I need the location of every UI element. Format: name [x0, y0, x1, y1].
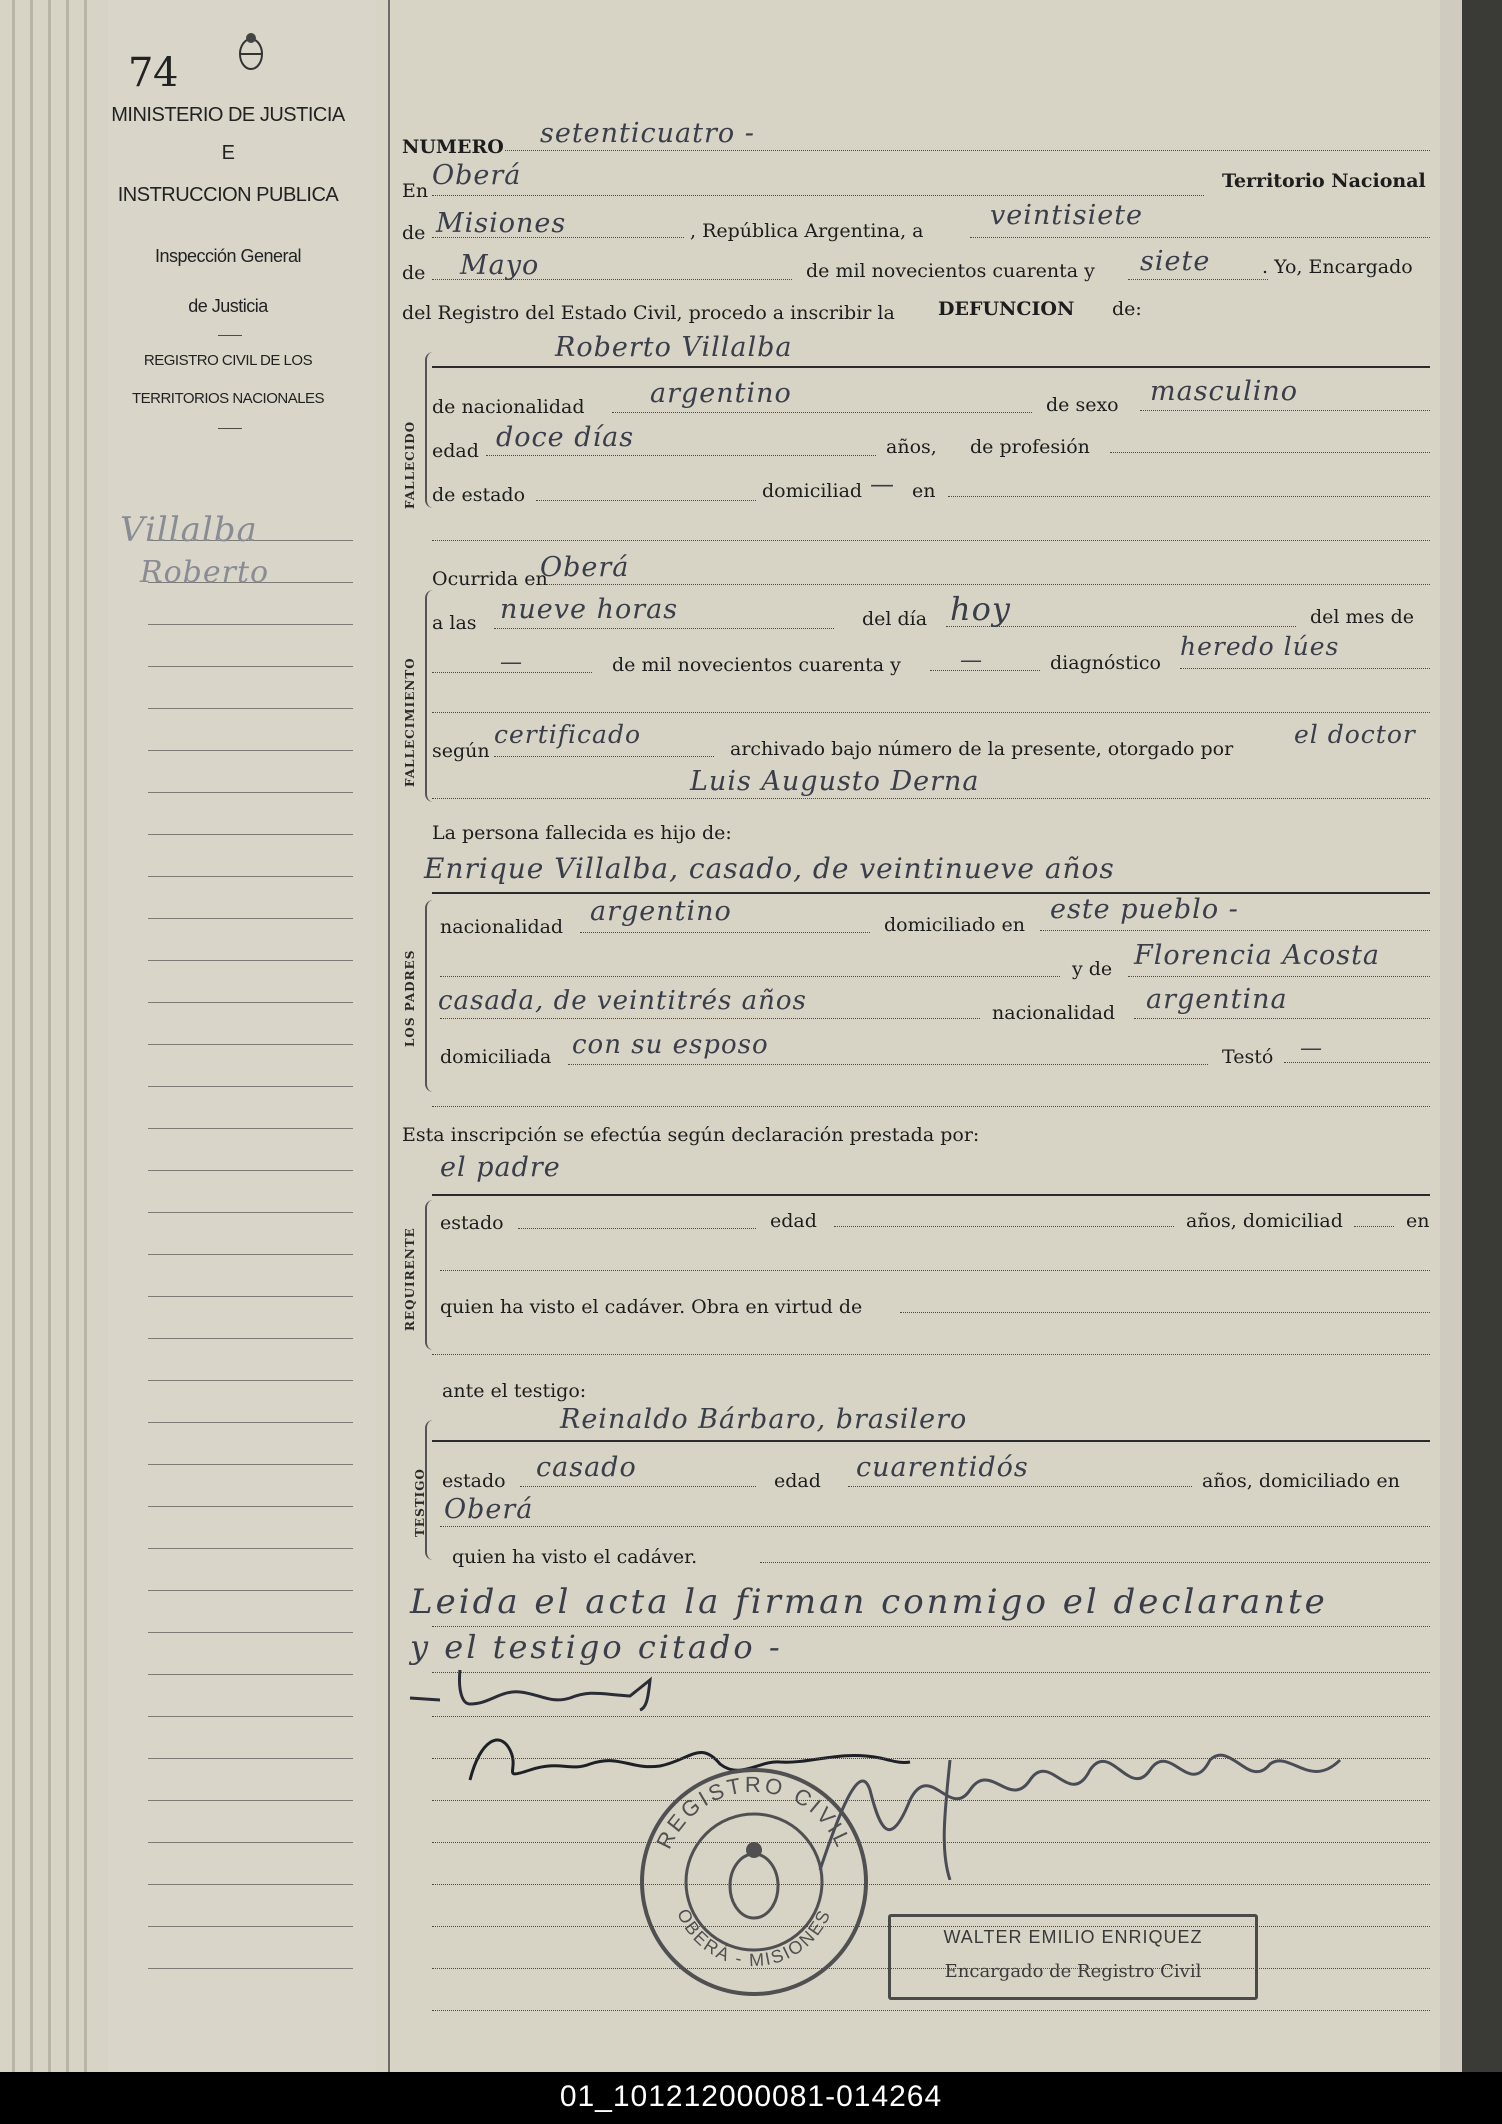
stub-rule [148, 1548, 353, 1549]
fallecido-section-label: FALLECIDO [403, 420, 417, 509]
en-value: Oberá [432, 160, 522, 191]
stub-rule [148, 960, 353, 961]
stub-rule [148, 1254, 353, 1255]
stub-rule [148, 1632, 353, 1633]
divider [218, 335, 242, 336]
edad3-value: cuarentidós [856, 1452, 1029, 1483]
ocurrida-value: Oberá [540, 552, 630, 583]
stub-surname: Villalba [120, 510, 258, 550]
segun-label: según [432, 740, 490, 762]
stub-rule [148, 1128, 353, 1129]
registry-seal [634, 1762, 874, 2002]
stub-rule [148, 666, 353, 667]
stub-rule [148, 1338, 353, 1339]
testigo-line [432, 1440, 1430, 1442]
sexo-line [1140, 410, 1430, 411]
ruled-line [432, 1926, 1430, 1927]
stub-rule [148, 1296, 353, 1297]
delmes-label: del mes de [1310, 606, 1414, 628]
page-edge [84, 0, 87, 2072]
domiciliada-label: domiciliada [440, 1046, 552, 1068]
otorgado-value: el doctor [1294, 720, 1416, 749]
testigo-label: ante el testigo: [442, 1380, 587, 1402]
testigo-value: Reinaldo Bárbaro, brasilero [560, 1404, 968, 1435]
edad3-label: edad [774, 1470, 821, 1492]
hijo-label: La persona fallecida es hijo de: [432, 822, 732, 844]
domiciliada-line [568, 1064, 1208, 1065]
domiciliada-value: con su esposo [572, 1030, 769, 1060]
diagnostico-label: diagnóstico [1050, 652, 1161, 674]
stub-rule [148, 1758, 353, 1759]
stub-rule [148, 1002, 353, 1003]
estado-label: de estado [432, 484, 526, 506]
stub-rule [148, 834, 353, 835]
stub-rule [148, 918, 353, 919]
profesion-label: de profesión [970, 436, 1090, 458]
stub-rule [148, 1044, 353, 1045]
month-value: Mayo [460, 250, 540, 281]
domiciliad-label: domiciliad [762, 480, 863, 502]
section-brace [425, 1200, 435, 1350]
testo-label: Testó [1222, 1046, 1274, 1068]
registry-title: REGISTRO CIVIL DE LOS [143, 352, 313, 369]
mes-value: — [500, 650, 523, 675]
testigo-section-label: TESTIGO [413, 1468, 427, 1537]
hora-line [494, 628, 834, 629]
registro-label: del Registro del Estado Civil, procedo a inscribir la [402, 302, 895, 324]
padre-line [432, 892, 1430, 894]
declarant-signature [400, 1660, 680, 1720]
padre-value: Enrique Villalba, casado, de veintinueve años [424, 852, 1115, 885]
nac-madre-label: nacionalidad [992, 1002, 1116, 1024]
day-value: veintisiete [990, 200, 1144, 231]
stub-rule [148, 1716, 353, 1717]
diagnostico-value: heredo lúes [1180, 632, 1340, 661]
madre-line [1128, 976, 1430, 977]
dia-value: hoy [950, 590, 1011, 628]
en-label: En [402, 180, 429, 202]
extra-line [432, 540, 1430, 541]
requirente-section-label: REQUIRENTE [403, 1227, 417, 1331]
year-value: siete [1140, 246, 1211, 277]
en3-label: en [1406, 1210, 1430, 1232]
stub-rule [148, 1968, 353, 1969]
dom-testigo-line [440, 1526, 1430, 1527]
closing-line-1: Leida el acta la firman conmigo el declarante [410, 1582, 1328, 1622]
divider [218, 428, 242, 429]
territorio-label: Territorio Nacional [1222, 170, 1426, 192]
medico-line [432, 798, 1430, 799]
stub-rule [148, 1590, 353, 1591]
inscripcion-label: Esta inscripción se efectúa según declaración prestada por: [402, 1124, 980, 1146]
defuncion-label: DEFUNCION [938, 298, 1075, 320]
segun-value: certificado [494, 720, 641, 749]
name-line [432, 366, 1430, 368]
deldia-label: del día [862, 608, 928, 630]
year-label: de mil novecientos cuarenta y [806, 260, 1095, 282]
edad2-label: edad [770, 1210, 817, 1232]
stub-given-name: Roberto [140, 555, 270, 590]
stub-rule [148, 750, 353, 751]
ministry-conjunction: E [221, 142, 235, 164]
stub-rule [148, 1884, 353, 1885]
edad-value: doce días [496, 422, 635, 453]
nacionalidad-label: de nacionalidad [432, 396, 585, 418]
sexo-label: de sexo [1046, 394, 1119, 416]
seal-top-text: REGISTRO CIVIL [651, 1771, 857, 1853]
ruled-line [432, 1758, 1430, 1759]
stub-rule [148, 1212, 353, 1213]
stub-rule [148, 876, 353, 877]
yo-label: . Yo, Encargado [1262, 256, 1413, 278]
testo-line [1284, 1062, 1430, 1063]
ano-value: — [960, 648, 983, 673]
stub-rule [148, 708, 353, 709]
en-line [432, 195, 1204, 196]
estado3-label: estado [442, 1470, 506, 1492]
nacionalidad-line [612, 412, 1032, 413]
ruled-line [432, 2010, 1430, 2011]
nacionalidad-value: argentino [650, 378, 792, 409]
ano-line [930, 670, 1040, 671]
day-line [970, 237, 1430, 238]
registrar-signature [800, 1730, 1360, 1880]
alas-label: a las [432, 612, 477, 634]
anos-dom2-label: años, domiciliado en [1202, 1470, 1400, 1492]
stub-rule [148, 1086, 353, 1087]
extra-line [440, 1270, 1430, 1271]
stub-rule [148, 1926, 353, 1927]
section-brace [425, 900, 435, 1092]
numero-line [505, 150, 1430, 151]
nac-madre-line [1134, 1018, 1430, 1019]
perforation-line [388, 0, 390, 2072]
stub-rule [148, 1464, 353, 1465]
en2-label: en [912, 480, 936, 502]
svg-text:OBERÁ - MISIONES [673, 1906, 835, 1971]
estado3-value: casado [536, 1452, 637, 1483]
image-id-label: 01_101212000081-014264 [559, 2080, 943, 2113]
page-edge [30, 0, 33, 2072]
edad2-line [834, 1226, 1174, 1227]
madre-value: Florencia Acosta [1134, 940, 1381, 971]
stub-rule [148, 1674, 353, 1675]
nac-padre-label: nacionalidad [440, 916, 564, 938]
declarante-line [432, 1194, 1430, 1196]
anos-dom-label: años, domiciliad [1186, 1210, 1343, 1232]
madre-detalle-line [440, 1018, 980, 1019]
estado-line [536, 500, 756, 501]
medico-value: Luis Augusto Derna [690, 766, 980, 797]
fallecido-name: Roberto Villalba [555, 332, 793, 363]
republica-label: , República Argentina, a [690, 220, 924, 242]
hora-value: nueve horas [500, 594, 679, 625]
archivado-label: archivado bajo número de la presente, otorgado por [730, 738, 1234, 760]
closing-line-2: y el testigo citado - [410, 1628, 783, 1666]
coat-of-arms-icon [236, 30, 266, 72]
book-binding [1462, 0, 1502, 2072]
dom-padre-label: domiciliado en [884, 914, 1026, 936]
office-title: Inspección General [154, 246, 302, 266]
ruled-line [432, 1968, 1430, 1969]
ministry-title: MINISTERIO DE JUSTICIA [111, 104, 345, 126]
fallecimiento-section-label: FALLECIMIENTO [403, 657, 417, 787]
page-edge [48, 0, 51, 2072]
stub-rule [148, 1842, 353, 1843]
edad-label: edad [432, 440, 479, 462]
ocurrida-label: Ocurrida en [432, 568, 548, 590]
estado2-label: estado [440, 1212, 504, 1234]
ruled-line [432, 1800, 1430, 1801]
visto2-line [760, 1562, 1430, 1563]
de-label: de [402, 222, 426, 244]
dom-padre-line [1040, 930, 1430, 931]
dom-testigo-value: Oberá [444, 1494, 534, 1525]
sexo-value: masculino [1150, 376, 1298, 407]
dom2-line [1354, 1226, 1394, 1227]
page-edge [66, 0, 69, 2072]
registry-subtitle: TERRITORIOS NACIONALES [131, 390, 325, 407]
ruled-line [432, 1626, 1430, 1627]
registrar-role: Encargado de Registro Civil [944, 1961, 1202, 1982]
stub-rule [148, 1506, 353, 1507]
next-page-edge [1440, 0, 1462, 2072]
stub-rule [148, 1422, 353, 1423]
profesion-line [1110, 452, 1430, 453]
defuncion-de: de: [1112, 298, 1142, 320]
extra-line [432, 1106, 1430, 1107]
visto-label: quien ha visto el cadáver. Obra en virtud de [440, 1296, 863, 1318]
blank-line [440, 976, 1060, 977]
nac-madre-value: argentina [1146, 984, 1288, 1015]
year-line [1128, 279, 1268, 280]
svg-text:REGISTRO CIVIL [651, 1772, 856, 1853]
estado3-line [520, 1486, 756, 1487]
stub-rule [148, 792, 353, 793]
territorio-value: Misiones [436, 208, 567, 239]
office-subtitle: de Justicia [188, 296, 268, 316]
footer-bar [0, 2072, 1502, 2124]
dom-padre-value: este pueblo - [1050, 894, 1239, 925]
nac-padre-line [580, 932, 870, 933]
visto2-label: quien ha visto el cadáver. [452, 1546, 698, 1568]
edad3-line [848, 1486, 1192, 1487]
obra-line [900, 1312, 1430, 1313]
numero-value: setenticuatro - [540, 118, 755, 149]
madre-detalle: casada, de veintitrés años [438, 986, 807, 1016]
page-edge [12, 0, 15, 2072]
ruled-line [432, 1884, 1430, 1885]
registrar-name: WALTER EMILIO ENRIQUEZ [943, 1927, 1203, 1947]
yde-label: y de [1072, 958, 1113, 980]
ruled-line [432, 1716, 1430, 1717]
stub-rule [148, 1170, 353, 1171]
stub-rule [148, 1800, 353, 1801]
milnov-label: de mil novecientos cuarenta y [612, 654, 901, 676]
ruled-line [432, 1842, 1430, 1843]
diagnostico-line [1180, 668, 1430, 669]
stub-rule [148, 624, 353, 625]
extra-line [432, 1354, 1430, 1355]
testo-value: — [1300, 1036, 1323, 1061]
ocurrida-line [540, 584, 1430, 585]
numero-label: NUMERO [402, 136, 504, 158]
ministry-subtitle: INSTRUCCION PUBLICA [117, 184, 339, 206]
stub-rule [148, 1380, 353, 1381]
estado2-line [518, 1228, 756, 1229]
domicilio-line [948, 496, 1430, 497]
declarante-value: el padre [440, 1152, 561, 1183]
seal-bottom-text: OBERÁ - MISIONES [673, 1905, 835, 1971]
segun-line [494, 756, 714, 757]
extra-line [432, 712, 1430, 713]
de2-label: de [402, 262, 426, 284]
anos-label: años, [886, 436, 937, 458]
padres-section-label: LOS PADRES [403, 949, 417, 1047]
nac-padre-value: argentino [590, 896, 732, 927]
edad-line [486, 455, 876, 456]
domiciliad-value: — [870, 470, 895, 498]
folio-number: 74 [128, 50, 178, 96]
